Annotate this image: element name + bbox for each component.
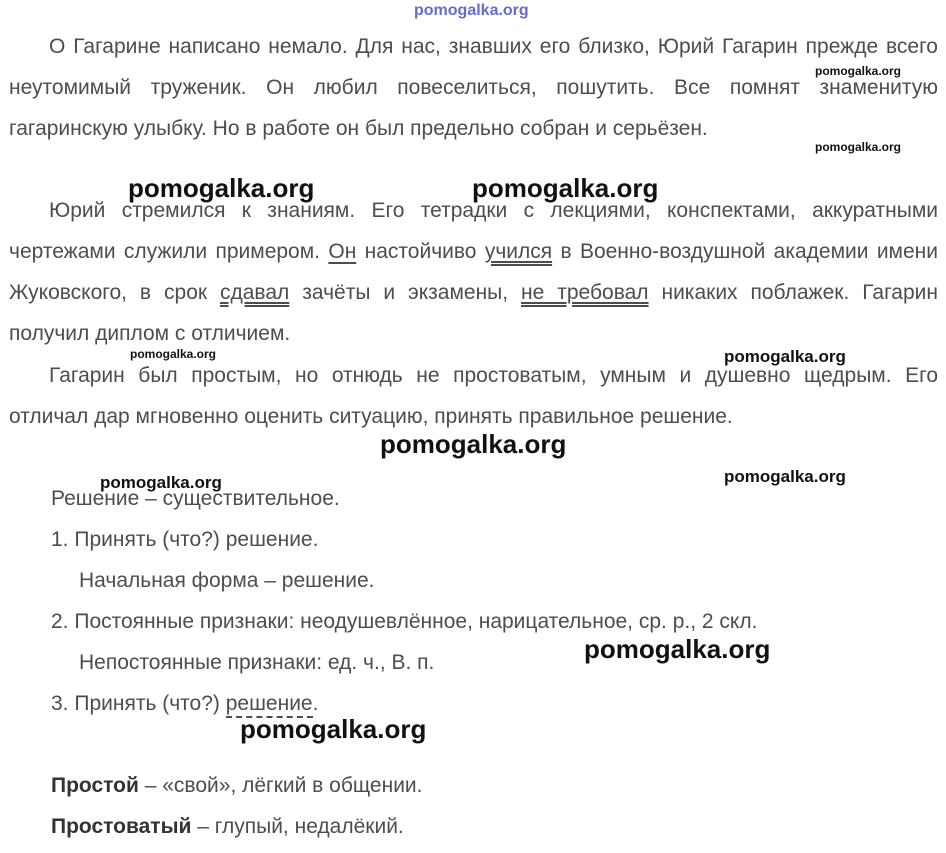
definition-term: Простоватый	[51, 815, 192, 838]
paragraph-2-text-e: никаких поблажек. Гагарин получил диплом с отличием.	[9, 281, 938, 345]
predicate-word-uchilsya: учился	[484, 240, 553, 263]
analysis-heading: Решение – существительное.	[51, 487, 340, 510]
predicate-word-ne-treboval: не требовал	[521, 281, 649, 304]
predicate-word-sdaval: сдавал	[220, 281, 290, 304]
definition-prostoy	[51, 765, 423, 806]
watermark: pomogalka.org	[815, 64, 902, 78]
definition-text: – «свой», лёгкий в общении.	[138, 774, 423, 797]
analysis-step-2: 2. Постоянные признаки: неодушевлённое, нарицательное, ср. р., 2 скл.	[51, 610, 758, 633]
watermark: pomogalka.org	[724, 347, 846, 366]
paragraph-1	[9, 26, 938, 149]
definition-term: Простой	[51, 774, 139, 797]
watermark: pomogalka.org	[240, 714, 427, 744]
paragraph-2	[9, 190, 938, 354]
definition-text: – глупый, недалёкий.	[191, 815, 404, 838]
analysis-step-1: 1. Принять (что?) решение.	[51, 528, 319, 551]
watermark: pomogalka.org	[380, 429, 567, 459]
paragraph-2-text-d: зачёты и экзамены,	[289, 281, 522, 304]
paragraph-2-text-a: Юрий стремился к знаниям. Его тетрадки с лекциями, конспектами, аккуратными чертежами служили примером.	[9, 199, 938, 263]
paragraph-3-text: Гагарин был простым, но отнюдь не простоватым, умным и душевно щедрым. Его отличал дар мгновенно оценить ситуацию, принять правильное решение.	[9, 364, 938, 428]
watermark: pomogalka.org	[128, 173, 315, 203]
paragraph-3	[9, 355, 938, 437]
watermark: pomogalka.org	[130, 347, 217, 361]
watermark: pomogalka.org	[472, 173, 659, 203]
paragraph-1-text: О Гагарине написано немало. Для нас, знавших его близко, Юрий Гагарин прежде всего неутомимый труженик. Он любил повеселиться, пошутить. Все помнят знаменитую гагаринскую улыбку. Но в работе он был предельно собран и серьёзен.	[9, 35, 938, 140]
definition-prostovaty	[51, 806, 404, 847]
watermark: pomogalka.org	[100, 473, 222, 492]
watermark: pomogalka.org	[815, 140, 902, 154]
paragraph-2-text-c: в Военно-воздушной академии имени Жуковского, в срок	[9, 240, 938, 304]
watermark-top: pomogalka.org	[414, 2, 529, 19]
analysis-step-3-suffix: .	[312, 692, 319, 715]
analysis-nonconstant: Непостоянные признаки: ед. ч., В. п.	[79, 651, 435, 674]
watermark: pomogalka.org	[724, 467, 846, 486]
paragraph-2-text-b: настойчиво	[356, 240, 485, 263]
analysis-step-3-prefix: 3. Принять (что?)	[51, 692, 226, 715]
analysis-initial-form: Начальная форма – решение.	[79, 569, 375, 592]
object-word-reshenie: решение	[226, 692, 313, 718]
subject-word-on: Он	[328, 240, 357, 263]
watermark: pomogalka.org	[584, 634, 771, 664]
